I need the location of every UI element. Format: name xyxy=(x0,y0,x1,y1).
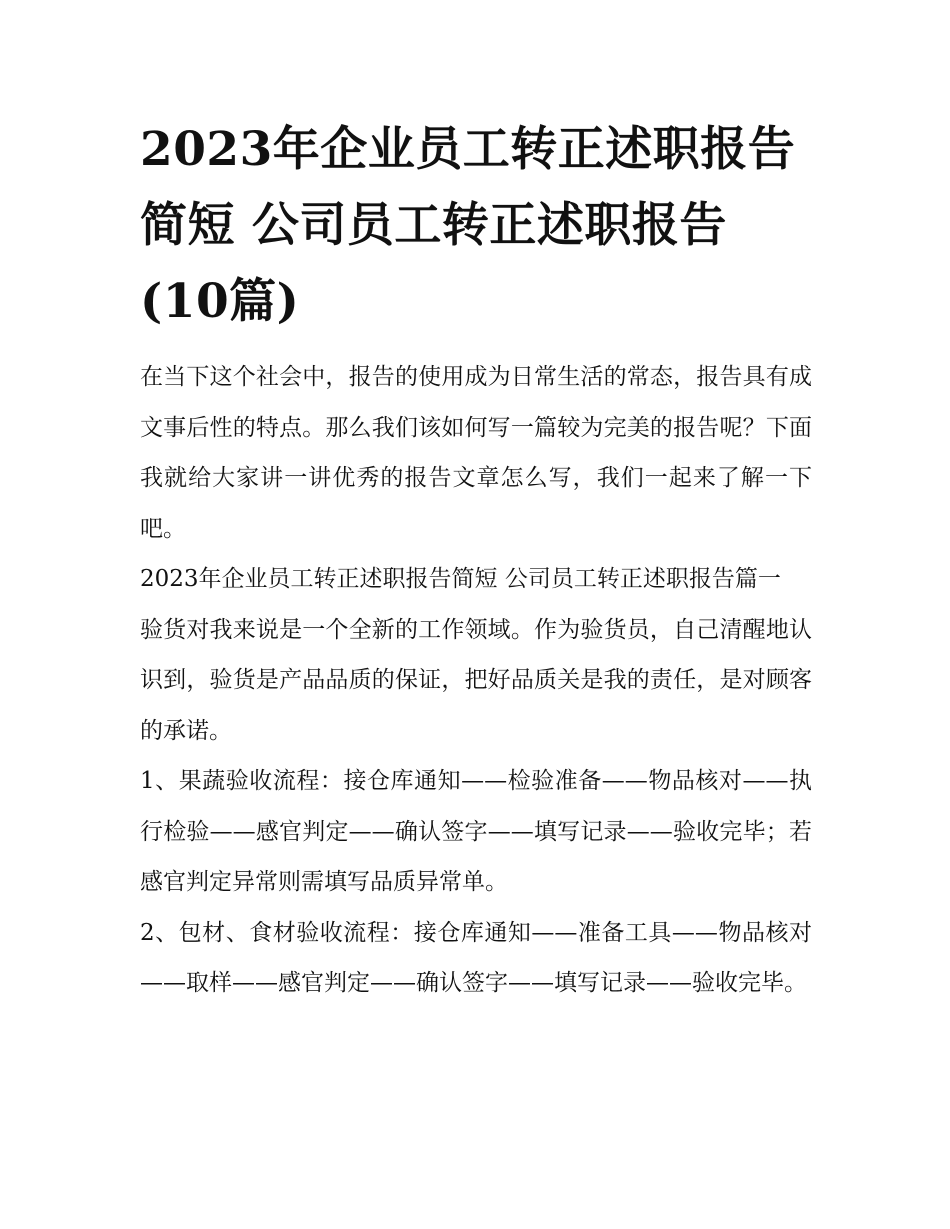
process-item-2: 2、包材、食材验收流程：接仓库通知——准备工具——物品核对——取样——感官判定——确认签字——填写记录——验收完毕。 xyxy=(140,919,812,996)
document-page xyxy=(140,112,812,1009)
intro-paragraph: 在当下这个社会中，报告的使用成为日常生活的常态，报告具有成文事后性的特点。那么我们该如何写一篇较为完美的报告呢？下面我就给大家讲一讲优秀的报告文章怎么写，我们一起来了解一下吧。 xyxy=(140,364,812,542)
document-title xyxy=(140,112,812,340)
section-heading: 2023年企业员工转正述职报告简短 公司员工转正述职报告篇一 xyxy=(140,566,781,592)
title-line-2: 简短 公司员工转正述职报告 xyxy=(140,198,727,253)
title-line-1: 2023年企业员工转正述职报告 xyxy=(140,122,796,177)
process-item-1: 1、果蔬验收流程：接仓库通知——检验准备——物品核对——执行检验——感官判定——确认签字——填写记录——验收完毕；若感官判定异常则需填写品质异常单。 xyxy=(140,768,812,895)
title-line-3: (10篇) xyxy=(140,274,300,329)
body-paragraph: 验货对我来说是一个全新的工作领域。作为验货员，自己清醒地认识到，验货是产品品质的保证，把好品质关是我的责任，是对顾客的承诺。 xyxy=(140,616,812,744)
